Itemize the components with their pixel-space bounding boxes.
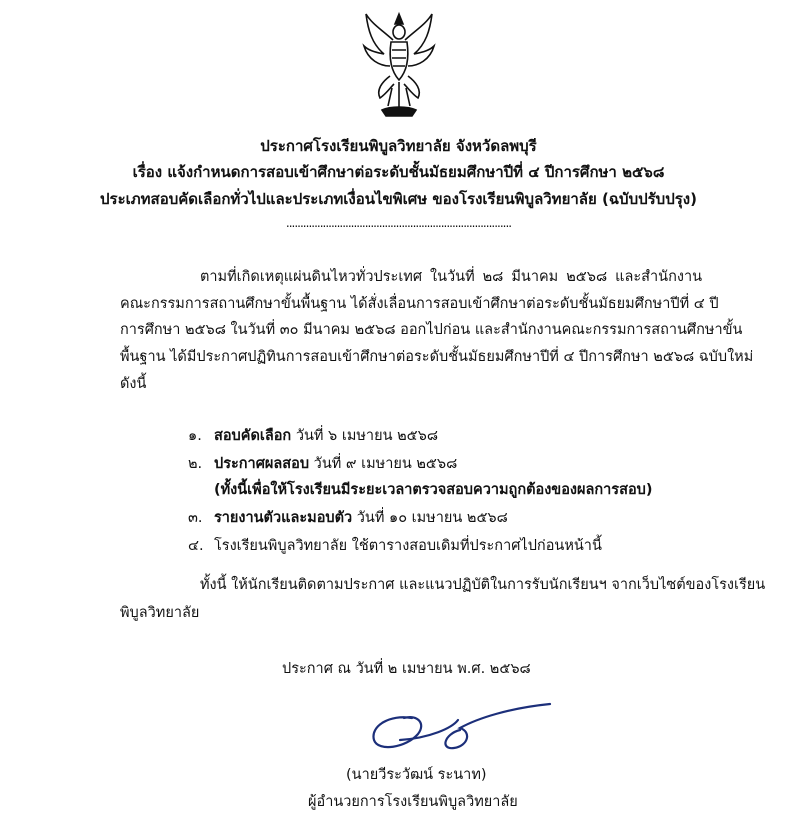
item-text: วันที่ ๙ เมษายน ๒๕๖๘ [309,456,458,472]
list-item-note [188,478,652,501]
announcement-subject-line2: ประเภทสอบคัดเลือกทั่วไปและประเภทเงื่อนไขพิเศษ ของโรงเรียนพิบูลวิทยาลัย (ฉบับปรับปรุง) [100,190,697,208]
signature-icon [360,700,560,756]
announcement-subject: เรื่อง แจ้งกำหนดการสอบเข้าศึกษาต่อระดับชั้นมัธยมศึกษาปีที่ ๔ ปีการศึกษา ๒๕๖๘ [132,163,665,181]
signatory-position: ผู้อำนวยการโรงเรียนพิบูลวิทยาลัย [308,794,518,810]
item-heading: รายงานตัวและมอบตัว [214,510,353,526]
item-number: ๑. [188,428,202,444]
announcement-date: ประกาศ ณ วันที่ ๒ เมษายน พ.ศ. ๒๕๖๘ [282,661,531,677]
body-line: ดังนี้ [120,376,147,392]
list-item [188,424,438,447]
list-item [188,452,457,475]
list-item [188,506,508,529]
signatory-name: (นายวีระวัฒน์ ระนาท) [346,767,487,783]
item-number: ๒. [188,456,203,472]
item-heading: ประกาศผลสอบ [214,456,310,472]
closing-line: พิบูลวิทยาลัย [120,605,200,621]
item-number: ๓. [188,510,203,526]
separator: ................................................................................ [285,216,512,230]
item-heading: สอบคัดเลือก [214,428,292,444]
item-number: ๔. [188,538,204,554]
body-line: การศึกษา ๒๕๖๘ ในวันที่ ๓๐ มีนาคม ๒๕๖๘ ออกไปก่อน และสำนักงานคณะกรรมการสถานศึกษาขั้น [120,322,743,338]
item-text: โรงเรียนพิบูลวิทยาลัย ใช้ตารางสอบเดิมที่ประกาศไปก่อนหน้านี้ [214,538,602,554]
item-text: วันที่ ๖ เมษายน ๒๕๖๘ [291,428,439,444]
item-note: (ทั้งนี้เพื่อให้โรงเรียนมีระยะเวลาตรวจสอบความถูกต้องของผลการสอบ) [214,482,653,498]
body-line: คณะกรรมการสถานศึกษาขั้นพื้นฐาน ได้สั่งเลื่อนการสอบเข้าศึกษาต่อระดับชั้นมัธยมศึกษาปีที่ ๔ ปี [120,296,719,312]
item-text: วันที่ ๑๐ เมษายน ๒๕๖๘ [352,510,508,526]
closing-line: ทั้งนี้ ให้นักเรียนติดตามประกาศ และแนวปฏิบัติในการรับนักเรียนฯ จากเว็บไซต์ของโรงเรียน [200,577,766,593]
body-line: ตามที่เกิดเหตุแผ่นดินไหวทั่วประเทศ ในวันที่ ๒๘ มีนาคม ๒๕๖๘ และสำนักงาน [200,269,702,285]
garuda-emblem-icon [362,10,436,118]
announcement-title: ประกาศโรงเรียนพิบูลวิทยาลัย จังหวัดลพบุรี [260,137,537,155]
list-item [188,534,602,557]
body-line: พื้นฐาน ได้มีประกาศปฏิทินการสอบเข้าศึกษาต่อระดับชั้นมัธยมศึกษาปีที่ ๔ ปีการศึกษา ๒๕๖๘ ฉบับใหม่ [120,349,754,365]
